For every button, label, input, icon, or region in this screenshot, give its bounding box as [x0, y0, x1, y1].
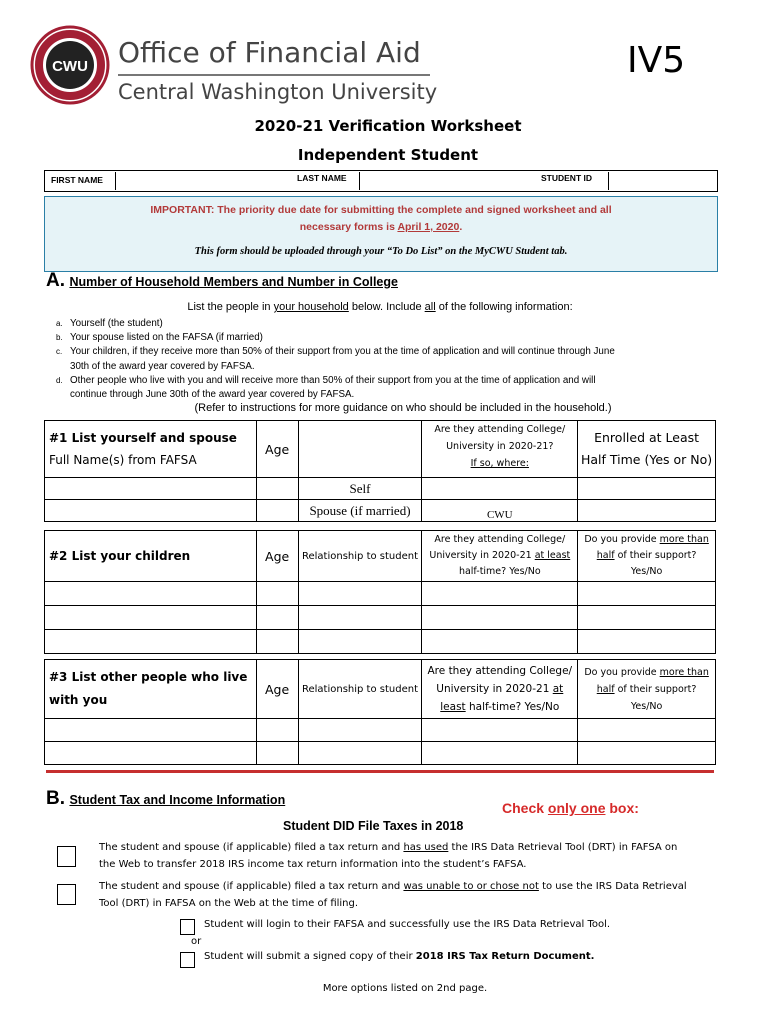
sub-option-tax-return-checkbox[interactable] — [180, 952, 195, 968]
support-line-3: Yes/No — [630, 700, 663, 712]
check-one-instruction — [502, 800, 639, 816]
relationship-cell[interactable] — [298, 630, 422, 654]
table1-subheading: Full Name(s) from FAFSA — [49, 453, 197, 467]
more-options-note: More options listed on 2nd page. — [322, 983, 488, 994]
attending-line-2: University in 2020-21? — [446, 441, 554, 452]
name-cell-self[interactable] — [45, 478, 257, 500]
intro-all: all — [424, 301, 436, 313]
support-cell[interactable] — [578, 630, 716, 654]
university-name: Central Washington University — [118, 80, 438, 104]
relationship-cell[interactable] — [298, 606, 422, 630]
table3-heading-1: #3 List other people who live — [49, 670, 248, 684]
item-text: Your spouse listed on the FAFSA (if married) — [70, 332, 263, 344]
opt2-text: The student and spouse (if applicable) filed a tax return and — [99, 881, 404, 892]
worksheet-title: 2020-21 Verification Worksheet — [254, 117, 522, 135]
section-b-heading — [46, 788, 285, 810]
support-line-2 — [578, 681, 715, 698]
attending-cell[interactable] — [422, 606, 578, 630]
attending-cell[interactable] — [422, 719, 578, 742]
section-a-title: Number of Household Members and Number in College — [69, 275, 398, 289]
notice-line-1: IMPORTANT: The priority due date for submitting the complete and signed worksheet and all — [150, 204, 612, 216]
section-a-letter: A. — [46, 270, 65, 291]
notice-line-2 — [45, 221, 717, 233]
header-cell-attending — [422, 421, 578, 478]
sub-option-login-checkbox[interactable] — [180, 919, 195, 935]
age-cell[interactable] — [256, 478, 298, 500]
criteria-item — [56, 388, 736, 402]
relationship-cell[interactable] — [298, 742, 422, 765]
sub2-text: Student will submit a signed copy of their — [204, 951, 416, 962]
criteria-item — [56, 331, 736, 345]
name-cell[interactable] — [45, 742, 257, 765]
support-cell[interactable] — [578, 582, 716, 606]
table-row — [45, 582, 716, 606]
last-name-field[interactable] — [359, 172, 540, 190]
support-header — [578, 531, 716, 582]
table-row — [45, 606, 716, 630]
did-file-heading: Student DID File Taxes in 2018 — [283, 819, 464, 833]
household-criteria-list — [56, 317, 736, 402]
intro-text-2: below. Include — [348, 301, 425, 313]
check-text-2: box: — [605, 800, 639, 816]
item-marker: a. — [56, 319, 63, 328]
attending-header — [422, 660, 578, 719]
opt2-unable: was unable to or chose not — [403, 881, 539, 892]
intro-text-1: List the people in — [187, 301, 274, 313]
enrolled-line-2: Half Time (Yes or No) — [581, 452, 713, 467]
table-row — [45, 478, 716, 500]
student-id-row — [44, 170, 718, 192]
sup-text: Do you provide — [584, 534, 660, 545]
name-cell[interactable] — [45, 630, 257, 654]
support-line-3: Yes/No — [630, 566, 663, 577]
att-text-2: half-time? Yes/No — [465, 701, 560, 713]
enrolled-cell[interactable] — [578, 478, 716, 500]
sup-half: half — [596, 683, 615, 695]
item-text: Other people who live with you and will receive more than 50% of their support from you at the time of application and will — [70, 374, 596, 386]
attending-line-3: If so, where: — [470, 458, 529, 469]
sup-text-2: of their support? — [614, 683, 697, 695]
table1-heading: #1 List yourself and spouse — [49, 431, 237, 445]
enrolled-cell[interactable] — [578, 500, 716, 522]
enrolled-line-1: Enrolled at Least — [594, 430, 700, 445]
age-cell[interactable] — [256, 582, 298, 606]
support-line-1 — [578, 532, 715, 548]
table3-heading — [45, 660, 257, 719]
attending-line-2 — [422, 680, 577, 698]
self-label: Self — [298, 478, 422, 500]
section-a-heading — [46, 270, 398, 292]
criteria-item — [56, 345, 736, 359]
criteria-item — [56, 317, 736, 331]
age-cell[interactable] — [256, 500, 298, 522]
relationship-cell[interactable] — [298, 719, 422, 742]
option-used-drt-checkbox[interactable] — [57, 846, 76, 867]
sub2-document: 2018 IRS Tax Return Document. — [415, 951, 595, 962]
section-a-intro — [0, 301, 760, 313]
spouse-label: Spouse (if married) — [298, 500, 422, 522]
option-1-line-2: the Web to transfer 2018 IRS income tax return information into the student’s FAFSA. — [99, 859, 527, 870]
option-1-line-1 — [99, 839, 719, 856]
item-text: Your children, if they receive more than 50% of their support from you at the time of application and will continue through June — [70, 346, 615, 358]
support-cell[interactable] — [578, 742, 716, 765]
att-text: University in 2020-21 — [429, 550, 535, 561]
attending-cell[interactable] — [422, 582, 578, 606]
criteria-item — [56, 374, 736, 388]
table-row — [45, 630, 716, 654]
notice-line-2-end: . — [459, 221, 463, 233]
item-marker: b. — [56, 333, 63, 343]
household-table-self-spouse — [44, 420, 716, 522]
sub-option-login: Student will login to their FAFSA and successfully use the IRS Data Retrieval Tool. — [204, 919, 611, 930]
name-cell[interactable] — [45, 582, 257, 606]
check-text-1: Check — [502, 800, 548, 816]
table-row — [45, 719, 716, 742]
criteria-item — [56, 360, 736, 374]
sup-text-2: of their support? — [614, 550, 697, 561]
attending-cell[interactable] — [422, 742, 578, 765]
attending-line-3 — [422, 698, 577, 716]
option-used-drt — [99, 839, 719, 873]
opt1-text: The student and spouse (if applicable) filed a tax return and — [99, 842, 404, 853]
age-header: Age — [256, 660, 298, 719]
name-cell-spouse[interactable] — [45, 500, 257, 522]
age-cell[interactable] — [256, 742, 298, 765]
name-cell[interactable] — [45, 606, 257, 630]
table-row — [45, 742, 716, 765]
attending-line-1: Are they attending College/ — [434, 424, 566, 435]
section-b-letter: B. — [46, 788, 65, 809]
header-cell-enrolled — [578, 421, 716, 478]
table2-heading: #2 List your children — [45, 531, 257, 582]
opt1-text-2: the IRS Data Retrieval Tool (DRT) in FAFSA on — [448, 842, 678, 853]
item-text: Yourself (the student) — [70, 318, 163, 329]
header-cell-age: Age — [256, 421, 298, 478]
att-least: least — [440, 701, 466, 713]
attending-line-3: half-time? Yes/No — [458, 566, 541, 577]
student-id-label: STUDENT ID — [541, 173, 592, 183]
header-rule — [118, 74, 430, 76]
section-b-title: Student Tax and Income Information — [69, 793, 286, 807]
age-cell[interactable] — [256, 719, 298, 742]
header-cell-name — [45, 421, 257, 478]
support-header — [578, 660, 716, 719]
option-2-line-2: Tool (DRT) in FAFSA on the Web at the time of filing. — [99, 898, 359, 909]
household-table-children — [44, 530, 716, 654]
support-line-2 — [578, 548, 715, 564]
first-name-field[interactable] — [115, 172, 294, 190]
attending-header — [422, 531, 578, 582]
sup-morethan: more than — [659, 666, 709, 678]
important-notice — [44, 196, 718, 272]
refer-note: (Refer to instructions for more guidance on who should be included in the household.) — [194, 402, 612, 414]
option-2-line-1 — [99, 878, 719, 895]
student-id-field[interactable] — [608, 172, 709, 190]
relationship-header: Relationship to student — [298, 531, 422, 582]
office-title: Office of Financial Aid — [118, 36, 421, 69]
age-header: Age — [256, 531, 298, 582]
support-cell[interactable] — [578, 606, 716, 630]
check-only-one: only one — [547, 800, 606, 816]
item-text: 30th of the award year covered by FAFSA. — [70, 360, 255, 372]
support-line-1 — [578, 664, 715, 681]
opt2-text-2: to use the IRS Data Retrieval — [538, 881, 687, 892]
or-label: or — [191, 936, 202, 947]
option-no-drt-checkbox[interactable] — [57, 884, 76, 905]
header-cell-blank — [298, 421, 422, 478]
sup-half: half — [596, 550, 615, 561]
section-divider — [46, 770, 714, 773]
intro-text-3: of the following information: — [435, 301, 573, 313]
relationship-cell[interactable] — [298, 582, 422, 606]
item-text: continue through June 30th of the award year covered by FAFSA. — [70, 389, 355, 401]
option-no-drt — [99, 878, 719, 912]
last-name-label: LAST NAME — [297, 173, 347, 183]
upload-instruction: This form should be uploaded through your “To Do List” on the MyCWU Student tab. — [194, 246, 568, 257]
att-text: University in 2020-21 — [436, 683, 553, 695]
att-atleast: at least — [534, 550, 571, 561]
due-date: April 1, 2020 — [397, 221, 460, 233]
table3-heading-2: with you — [49, 693, 108, 707]
sub-option-tax-return — [204, 951, 594, 962]
worksheet-subtitle: Independent Student — [297, 146, 479, 164]
attending-line-2 — [422, 548, 577, 564]
seal-icon — [30, 25, 110, 105]
household-table-others — [44, 659, 716, 765]
form-code: IV5 — [627, 40, 686, 81]
cwu-label: CWU — [422, 500, 578, 522]
attending-cell[interactable] — [422, 478, 578, 500]
sup-morethan: more than — [659, 534, 709, 545]
opt1-has-used: has used — [403, 842, 449, 853]
svg-text:CWU: CWU — [52, 58, 88, 75]
table-row — [45, 500, 716, 522]
first-name-label: FIRST NAME — [51, 175, 103, 185]
attending-line-1: Are they attending College/ — [427, 665, 573, 677]
attending-line-1: Are they attending College/ — [434, 534, 566, 545]
notice-line-2-text: necessary forms is — [299, 221, 398, 233]
relationship-header: Relationship to student — [298, 660, 422, 719]
age-cell[interactable] — [256, 630, 298, 654]
att-at: at — [552, 683, 564, 695]
cwu-seal-logo — [30, 25, 110, 105]
intro-household: your household — [273, 301, 349, 313]
item-marker: c. — [56, 347, 63, 357]
support-cell[interactable] — [578, 719, 716, 742]
age-cell[interactable] — [256, 606, 298, 630]
item-marker: d. — [56, 375, 63, 385]
name-cell[interactable] — [45, 719, 257, 742]
sup-text: Do you provide — [584, 666, 660, 678]
attending-cell[interactable] — [422, 630, 578, 654]
